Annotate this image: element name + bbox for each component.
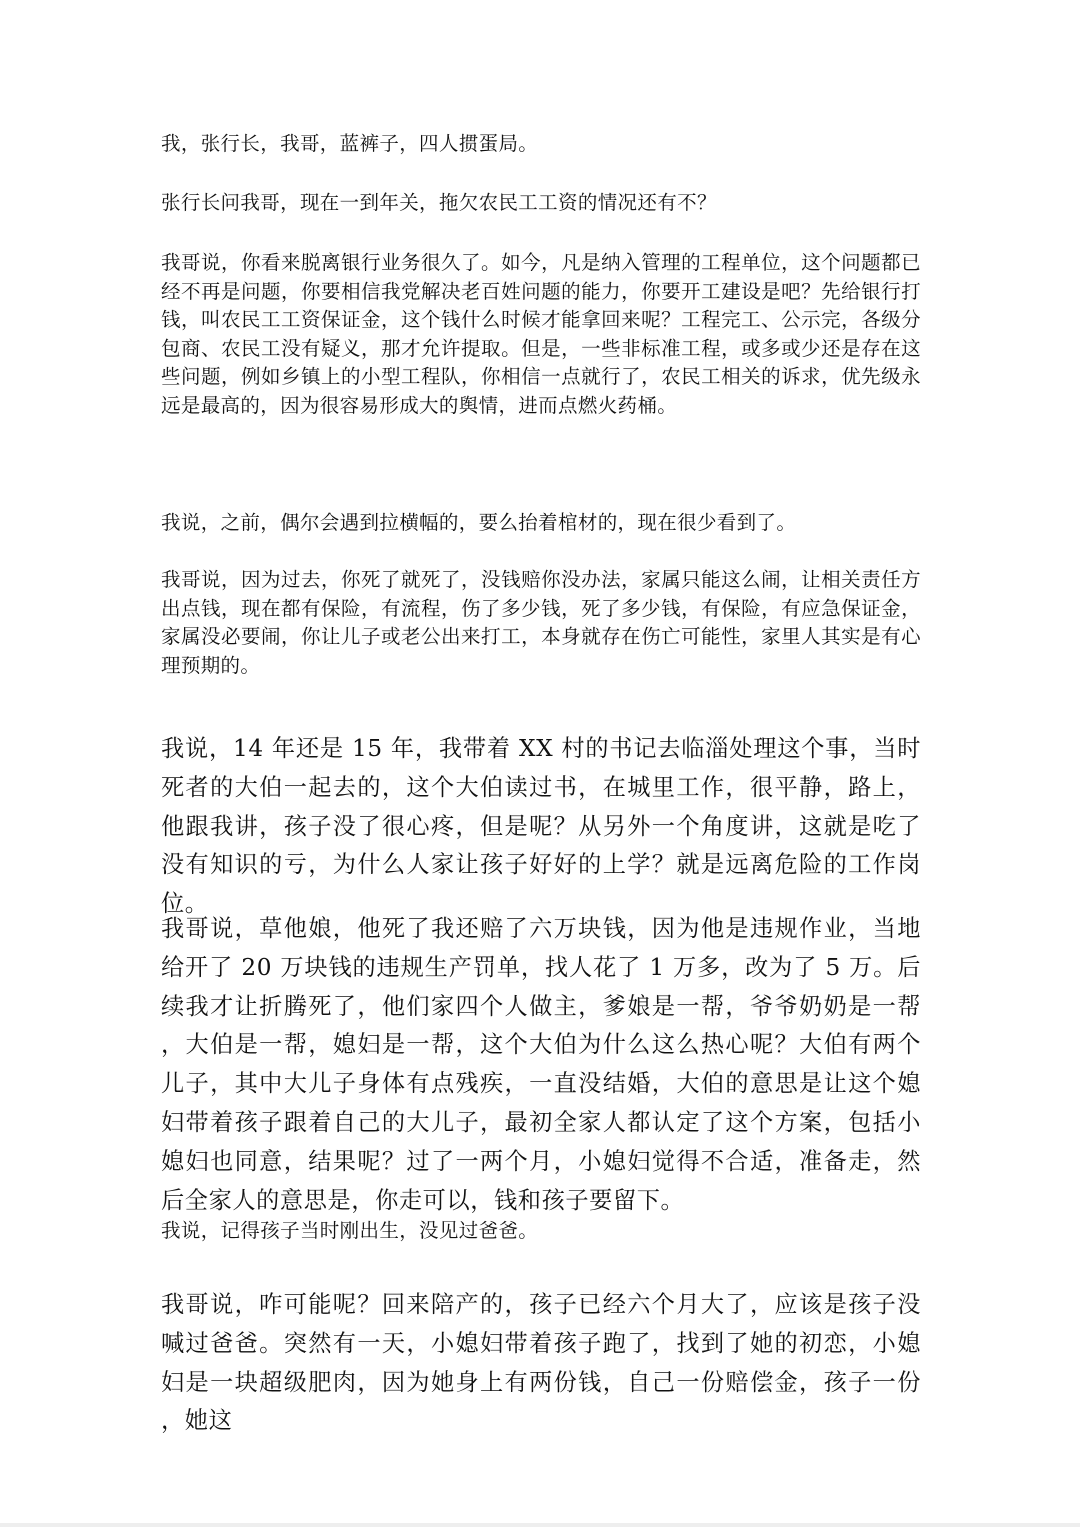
paragraph-1: 我，张行长，我哥，蓝裤子，四人掼蛋局。	[161, 132, 539, 155]
paragraph-7: 我哥说，草他娘，他死了我还赔了六万块钱，因为他是违规作业，当地给开了 20 万块钱的违规生产罚单，找人花了 1 万多，改为了 5 万。后续我才让折腾死了，他们家四个人做主，爹娘是一帮，爷爷奶奶是一帮，大伯是一帮，媳妇是一帮，这个大伯为什么这么热心呢？大伯有两个儿子，其中大儿子身体有点残疾，一直没结婚，大伯的意思是让这个媳妇带着孩子跟着自己的大儿子，最初全家人都认定了这个方案，包括小媳妇也同意，结果呢？过了一两个月，小媳妇觉得不合适，准备走，然后全家人的意思是，你走可以，钱和孩子要留下。	[161, 915, 921, 1214]
paragraph-3: 我哥说，你看来脱离银行业务很久了。如今，凡是纳入管理的工程单位，这个问题都已经不再是问题，你要相信我党解决老百姓问题的能力，你要开工建设是吧？先给银行打钱，叫农民工工资保证金，这个钱什么时候才能拿回来呢？工程完工、公示完，各级分包商、农民工没有疑义，那才允许提取。但是，一些非标准工程，或多或少还是存在这些问题，例如乡镇上的小型工程队，你相信一点就行了，农民工相关的诉求，优先级永远是最高的，因为很容易形成大的舆情，进而点燃火药桶。	[161, 251, 921, 417]
paragraph-9: 我哥说，咋可能呢？回来陪产的，孩子已经六个月大了，应该是孩子没喊过爸爸。突然有一天，小媳妇带着孩子跑了，找到了她的初恋，小媳妇是一块超级肥肉，因为她身上有两份钱，自己一份赔偿金，孩子一份，她这	[161, 1291, 921, 1435]
paragraph-6: 我说，14 年还是 15 年，我带着 XX 村的书记去临淄处理这个事，当时死者的大伯一起去的，这个大伯读过书，在城里工作，很平静，路上，他跟我讲，孩子没了很心疼，但是呢？从另外一个角度讲，这就是吃了没有知识的亏，为什么人家让孩子好好的上学？就是远离危险的工作岗位。	[161, 735, 921, 918]
page-bottom-edge	[0, 1523, 1080, 1527]
paragraph-8: 我说，记得孩子当时刚出生，没见过爸爸。	[161, 1219, 539, 1242]
paragraph-5: 我哥说，因为过去，你死了就死了，没钱赔你没办法，家属只能这么闹，让相关责任方出点钱，现在都有保险，有流程，伤了多少钱，死了多少钱，有保险，有应急保证金，家属没必要闹，你让儿子或老公出来打工，本身就存在伤亡可能性，家里人其实是有心理预期的。	[161, 568, 921, 677]
paragraph-2: 张行长问我哥，现在一到年关，拖欠农民工工资的情况还有不？	[161, 191, 717, 214]
paragraph-4: 我说，之前，偶尔会遇到拉横幅的，要么抬着棺材的，现在很少看到了。	[161, 511, 797, 534]
